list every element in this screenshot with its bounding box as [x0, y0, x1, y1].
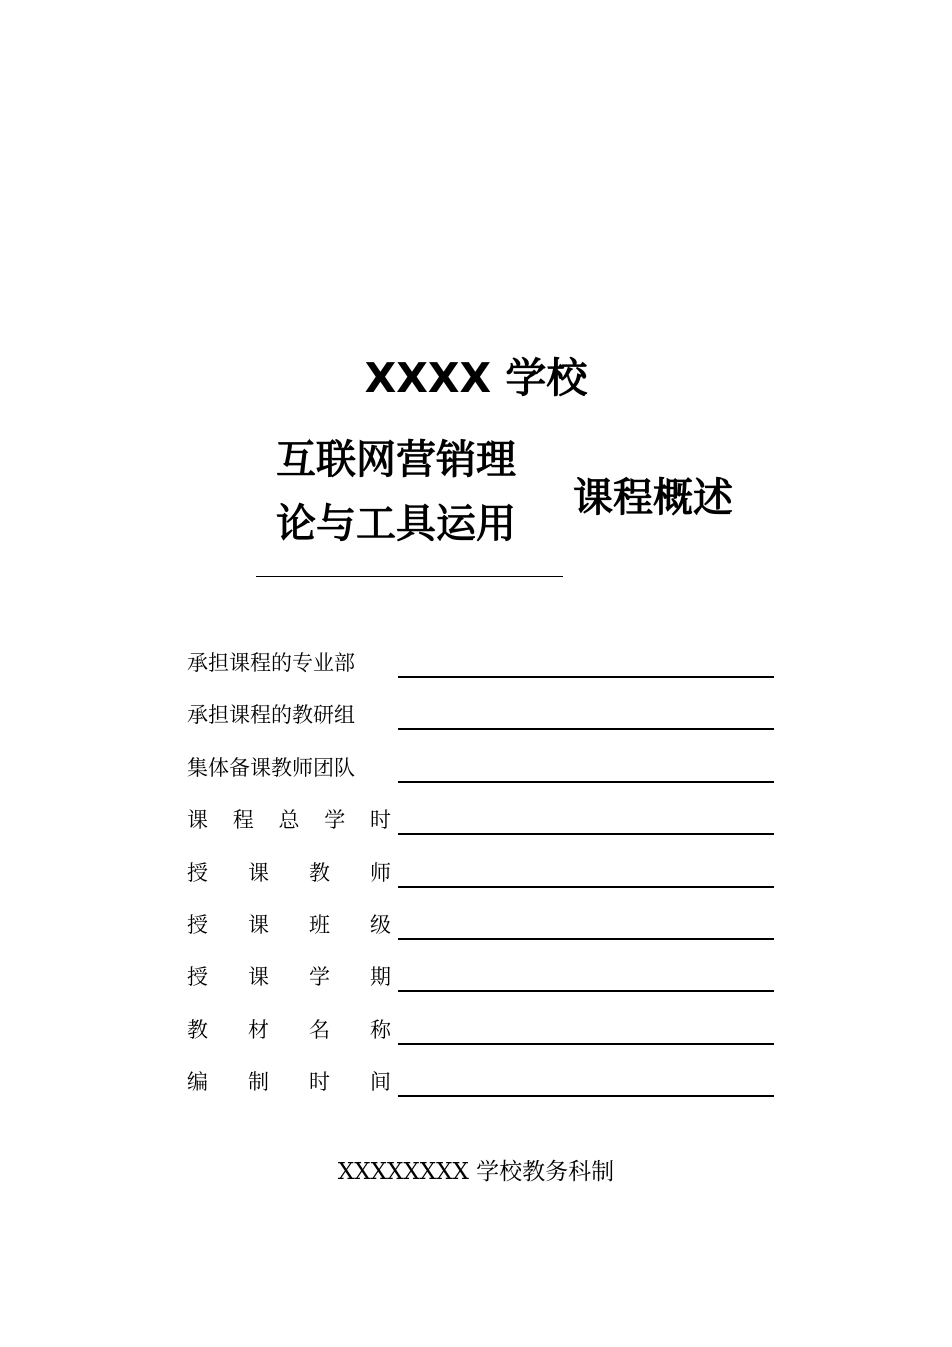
field-label-char: 班 [309, 912, 330, 937]
field-blank-line[interactable] [398, 886, 774, 888]
field-blank-line[interactable] [398, 781, 774, 783]
field-blank-line[interactable] [398, 833, 774, 835]
field-label [187, 962, 391, 992]
field-row-teacher-team [187, 747, 777, 799]
field-label-char: 总 [278, 808, 300, 833]
field-row-teacher [187, 852, 777, 904]
field-label-char: 课 [248, 965, 269, 990]
field-label-char: 课 [248, 912, 269, 937]
field-label: 承担课程的教研组 [187, 703, 355, 728]
field-label-char: 时 [309, 1070, 330, 1095]
field-label-char: 期 [370, 965, 391, 990]
field-blank-line[interactable] [398, 1095, 774, 1097]
field-row-compile-date [187, 1061, 777, 1113]
field-label-char: 师 [370, 860, 391, 885]
field-label-char: 间 [370, 1070, 391, 1095]
field-blank-line[interactable] [398, 990, 774, 992]
course-name-underline [256, 576, 563, 577]
field-label-char: 制 [248, 1070, 269, 1095]
footer-issuer: XXXXXXXX 学校教务科制 [337, 1159, 615, 1185]
field-row-teaching-group [187, 694, 777, 746]
field-label-char: 课 [187, 808, 208, 833]
school-title: XXXX 学校 [364, 354, 588, 402]
field-label [187, 1067, 391, 1097]
field-blank-line[interactable] [398, 1043, 774, 1045]
field-row-semester [187, 956, 777, 1008]
field-label [187, 858, 391, 888]
field-label-char: 教 [309, 860, 330, 885]
field-label-char: 课 [248, 860, 269, 885]
field-row-department [187, 642, 777, 694]
field-row-total-hours [187, 799, 777, 851]
field-label [187, 910, 391, 940]
course-name-line-2: 论与工具运用 [276, 501, 516, 547]
field-row-textbook [187, 1009, 777, 1061]
field-label-char: 名 [309, 1017, 330, 1042]
field-label-char: 材 [248, 1017, 269, 1042]
field-label-char: 学 [309, 965, 330, 990]
field-label: 集体备课教师团队 [187, 755, 355, 780]
field-row-class [187, 904, 777, 956]
field-blank-line[interactable] [398, 676, 774, 678]
info-fields [187, 642, 777, 1114]
field-label-char: 教 [187, 1017, 208, 1042]
field-blank-line[interactable] [398, 728, 774, 730]
document-type-title: 课程概述 [573, 475, 733, 521]
field-label-char: 授 [187, 965, 208, 990]
field-label-char: 程 [232, 808, 254, 833]
course-name-line-1: 互联网营销理 [276, 437, 516, 483]
field-label: 承担课程的专业部 [187, 651, 355, 675]
field-label-char: 编 [187, 1070, 208, 1095]
field-label-char: 学 [324, 808, 346, 833]
field-label-char: 授 [187, 912, 208, 937]
field-label-char: 称 [370, 1017, 391, 1042]
field-label [187, 805, 391, 835]
course-name [276, 428, 566, 556]
field-blank-line[interactable] [398, 938, 774, 940]
field-label-char: 授 [187, 860, 208, 885]
field-label-char: 级 [370, 912, 391, 937]
field-label [187, 1015, 391, 1045]
field-label-char: 时 [370, 808, 391, 833]
